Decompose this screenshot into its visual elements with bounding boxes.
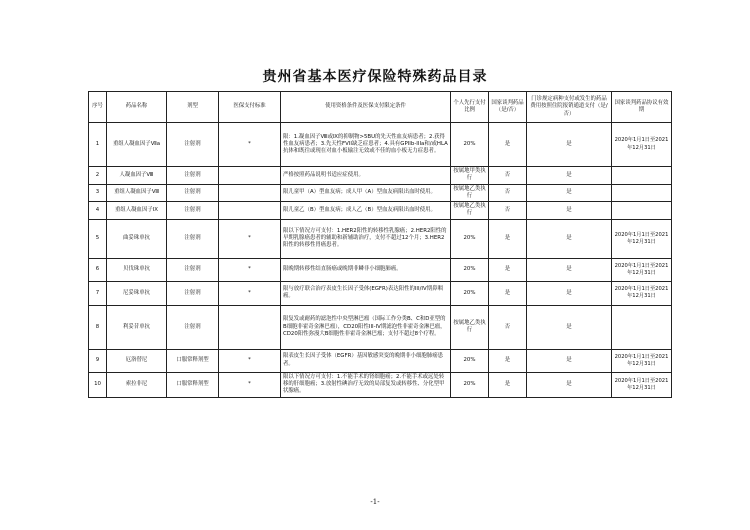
- cell-drug-name: 贝伐珠单抗: [107, 258, 167, 281]
- cell-negotiated: 否: [489, 167, 527, 185]
- cell-conditions: 限复发或耐药的滤泡性中央型淋巴瘤（国际工作分类B、C和D亚型的B细胞非霍奇金淋巴瘤），CD20阳性III-IV期滤泡性非霍奇金淋巴瘤，CD20阳性弥漫大B细胞性非霍奇金淋巴瘤；支付不超过8个疗程。: [281, 305, 451, 349]
- cell-conditions: 限以下情况方可支付：1.HER2阳性的转移性乳腺癌；2.HER2阳性的早期乳腺癌患者的辅助和新辅助治疗，支付不超过12个月；3.HER2阳性的转移性胃癌患者。: [281, 219, 451, 258]
- cell-conditions: 限儿童乙（B）型血友病；成人乙（B）型血友病限出血时使用。: [281, 202, 451, 220]
- cell-conditions: 限以下情况方可支付：1.不能手术的肾细胞癌；2.不能手术或远处转移的肝细胞癌；3.放射性碘治疗无效的局部复发或转移性、分化型甲状腺癌。: [281, 372, 451, 397]
- cell-index: 3: [89, 184, 107, 202]
- page-number: -1-: [370, 498, 380, 506]
- cell-negotiated: 是: [489, 372, 527, 397]
- cell-dosage-form: 口服常释剂型: [167, 372, 219, 397]
- cell-self-pay-ratio: 按属地乙类执行: [451, 184, 489, 202]
- cell-dosage-form: 注射剂: [167, 167, 219, 185]
- cell-payment-standard: [219, 305, 281, 349]
- header-negotiated: 国家谈判药品（是/否）: [489, 92, 527, 123]
- cell-drug-name: 索拉非尼: [107, 372, 167, 397]
- cell-dosage-form: 口服常释剂型: [167, 349, 219, 372]
- cell-outpatient: 是: [527, 184, 612, 202]
- cell-negotiated: 是: [489, 219, 527, 258]
- cell-outpatient: 是: [527, 372, 612, 397]
- cell-conditions: 限：1.凝血因子Ⅷ或Ⅸ的抑制物>5BU的先天性血友病患者；2.获得性血友病患者；3.先天性FVII缺乏症患者；4.具有GPIIb-IIIa和/或HLA抗体和既往或现在对血小板输注无效或不佳的血小板无力症患者。: [281, 123, 451, 167]
- cell-negotiated: 否: [489, 305, 527, 349]
- cell-negotiated: 是: [489, 281, 527, 305]
- table-row: [89, 349, 672, 372]
- cell-payment-standard: *: [219, 281, 281, 305]
- cell-validity: [612, 305, 672, 349]
- cell-negotiated: 否: [489, 202, 527, 220]
- cell-payment-standard: [219, 167, 281, 185]
- cell-outpatient: 是: [527, 123, 612, 167]
- cell-outpatient: 是: [527, 281, 612, 305]
- cell-index: 4: [89, 202, 107, 220]
- cell-index: 6: [89, 258, 107, 281]
- header-validity: 国家谈判药品协议有效期: [612, 92, 672, 123]
- table-row: [89, 281, 672, 305]
- cell-self-pay-ratio: 20%: [451, 349, 489, 372]
- cell-self-pay-ratio: 按属地乙类执行: [451, 305, 489, 349]
- cell-index: 5: [89, 219, 107, 258]
- cell-negotiated: 是: [489, 123, 527, 167]
- cell-self-pay-ratio: 按属地甲类执行: [451, 167, 489, 185]
- cell-payment-standard: *: [219, 123, 281, 167]
- cell-index: 8: [89, 305, 107, 349]
- table-row: [89, 372, 672, 397]
- cell-index: 2: [89, 167, 107, 185]
- cell-conditions: 限晚期转移性结直肠癌或晚期非鳞非小细胞肺癌。: [281, 258, 451, 281]
- special-drug-table: [88, 91, 672, 398]
- cell-drug-name: 重组人凝血因子Ⅷ: [107, 184, 167, 202]
- cell-dosage-form: 注射剂: [167, 219, 219, 258]
- cell-outpatient: 是: [527, 167, 612, 185]
- table-row: [89, 167, 672, 185]
- cell-validity: 2020年1月1日至2021年12月31日: [612, 349, 672, 372]
- cell-conditions: 限儿童甲（A）型血友病；成人甲（A）型血友病限出血时使用。: [281, 184, 451, 202]
- cell-validity: 2020年1月1日至2021年12月31日: [612, 219, 672, 258]
- cell-self-pay-ratio: 按属地乙类执行: [451, 202, 489, 220]
- cell-drug-name: 人凝血因子Ⅷ: [107, 167, 167, 185]
- cell-dosage-form: 注射剂: [167, 305, 219, 349]
- cell-conditions: 严格按照药品说明书适应症使用。: [281, 167, 451, 185]
- cell-drug-name: 利妥昔单抗: [107, 305, 167, 349]
- table-row: [89, 202, 672, 220]
- cell-validity: 2020年1月1日至2021年12月31日: [612, 258, 672, 281]
- cell-drug-name: 曲妥珠单抗: [107, 219, 167, 258]
- cell-payment-standard: *: [219, 372, 281, 397]
- table-row: [89, 123, 672, 167]
- cell-conditions: 限与放疗联合治疗表皮生长因子受体(EGFR)表达阳性的III/IV期鼻咽癌。: [281, 281, 451, 305]
- cell-outpatient: 是: [527, 258, 612, 281]
- cell-dosage-form: 注射剂: [167, 123, 219, 167]
- header-drug-name: 药品名称: [107, 92, 167, 123]
- cell-drug-name: 重组人凝血因子Ⅶa: [107, 123, 167, 167]
- table-row: [89, 305, 672, 349]
- cell-drug-name: 尼妥珠单抗: [107, 281, 167, 305]
- cell-index: 10: [89, 372, 107, 397]
- header-self-pay-ratio: 个人先行支付比例: [451, 92, 489, 123]
- document-title: 贵州省基本医疗保险特殊药品目录: [262, 69, 488, 85]
- cell-self-pay-ratio: 20%: [451, 258, 489, 281]
- cell-payment-standard: *: [219, 349, 281, 372]
- cell-index: 1: [89, 123, 107, 167]
- cell-validity: 2020年1月1日至2021年12月31日: [612, 281, 672, 305]
- cell-outpatient: 是: [527, 219, 612, 258]
- cell-dosage-form: 注射剂: [167, 281, 219, 305]
- cell-payment-standard: [219, 184, 281, 202]
- cell-payment-standard: [219, 202, 281, 220]
- cell-outpatient: 是: [527, 349, 612, 372]
- cell-payment-standard: *: [219, 258, 281, 281]
- cell-drug-name: 重组人凝血因子IX: [107, 202, 167, 220]
- cell-self-pay-ratio: 20%: [451, 372, 489, 397]
- table-row: [89, 219, 672, 258]
- cell-validity: 2020年1月1日至2021年12月31日: [612, 372, 672, 397]
- cell-payment-standard: *: [219, 219, 281, 258]
- cell-dosage-form: 注射剂: [167, 184, 219, 202]
- cell-validity: 2020年1月1日至2021年12月31日: [612, 123, 672, 167]
- cell-validity: [612, 202, 672, 220]
- table-row: [89, 258, 672, 281]
- cell-negotiated: 否: [489, 184, 527, 202]
- header-payment-standard: 医保支付标准: [219, 92, 281, 123]
- cell-self-pay-ratio: 20%: [451, 281, 489, 305]
- cell-index: 9: [89, 349, 107, 372]
- cell-validity: [612, 167, 672, 185]
- header-conditions: 使用资格条件及医保支付限定条件: [281, 92, 451, 123]
- cell-drug-name: 厄洛替尼: [107, 349, 167, 372]
- header-outpatient: 门诊规定病种支付或发生的药品费用按照住院报销通道支付（是/否）: [527, 92, 612, 123]
- cell-dosage-form: 注射剂: [167, 258, 219, 281]
- cell-outpatient: 是: [527, 202, 612, 220]
- cell-conditions: 限表皮生长因子受体（EGFR）基因敏感突变的晚期非小细胞肺癌患者。: [281, 349, 451, 372]
- cell-validity: [612, 184, 672, 202]
- cell-negotiated: 是: [489, 258, 527, 281]
- table-row: [89, 184, 672, 202]
- header-dosage-form: 剂型: [167, 92, 219, 123]
- cell-self-pay-ratio: 20%: [451, 123, 489, 167]
- cell-index: 7: [89, 281, 107, 305]
- cell-self-pay-ratio: 20%: [451, 219, 489, 258]
- cell-negotiated: 是: [489, 349, 527, 372]
- cell-dosage-form: 注射剂: [167, 202, 219, 220]
- header-index: 序号: [89, 92, 107, 123]
- table-header-row: [89, 92, 672, 123]
- cell-outpatient: 是: [527, 305, 612, 349]
